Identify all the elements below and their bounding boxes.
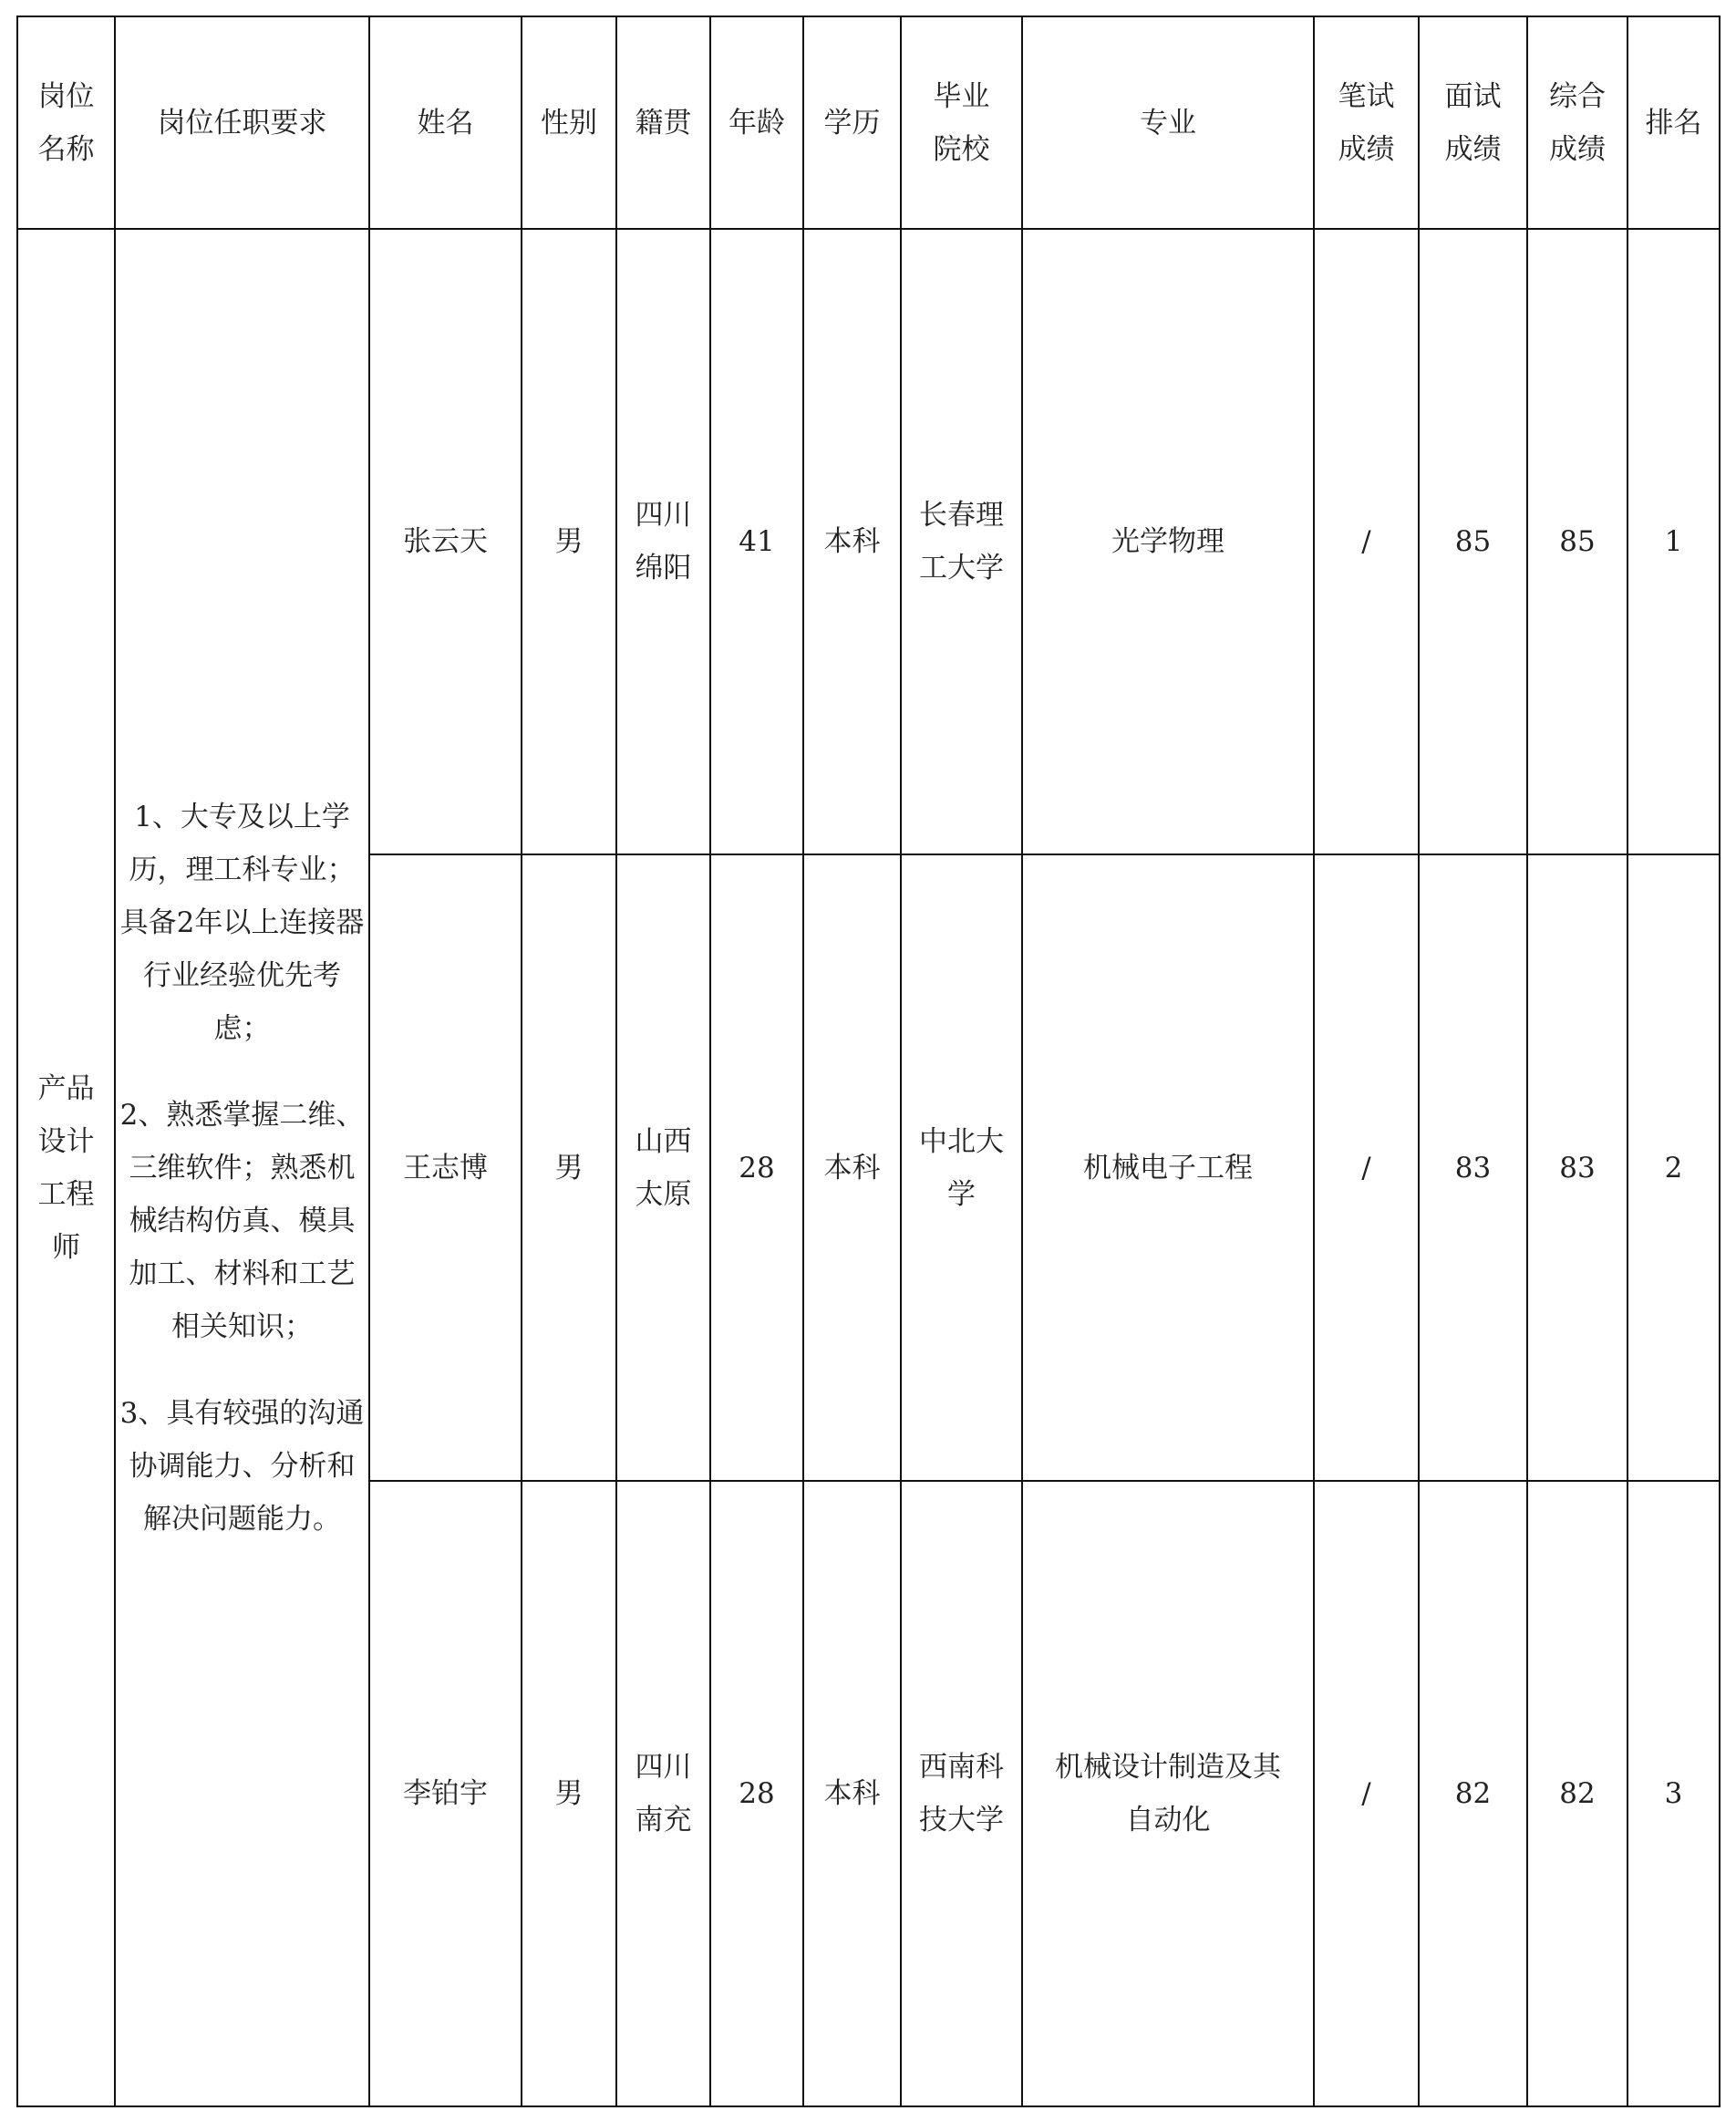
candidate-gender: 男 bbox=[522, 854, 616, 1481]
candidate-total-score: 82 bbox=[1527, 1481, 1628, 2106]
candidate-origin: 四川 南充 bbox=[616, 1481, 710, 2106]
candidate-gender: 男 bbox=[522, 1481, 616, 2106]
header-school: 毕业 院校 bbox=[901, 16, 1022, 229]
candidate-interview-score: 85 bbox=[1419, 229, 1527, 854]
recruitment-results-table bbox=[16, 16, 1720, 2107]
candidate-written-score: / bbox=[1314, 229, 1419, 854]
requirement-item: 1、大专及以上学历，理工科专业；具备2年以上连接器行业经验优先考虑； bbox=[119, 800, 365, 1045]
candidate-education: 本科 bbox=[803, 1481, 901, 2106]
candidate-education: 本科 bbox=[803, 854, 901, 1481]
requirements-cell bbox=[115, 229, 369, 2106]
header-rank: 排名 bbox=[1628, 16, 1720, 229]
header-interview-score: 面试 成绩 bbox=[1419, 16, 1527, 229]
candidate-age: 28 bbox=[710, 854, 803, 1481]
requirement-item: 3、具有较强的沟通协调能力、分析和解决问题能力。 bbox=[119, 1396, 365, 1536]
candidate-rank: 3 bbox=[1628, 1481, 1720, 2106]
position-name-cell: 产品 设计 工程 师 bbox=[17, 229, 115, 2106]
candidate-written-score: / bbox=[1314, 1481, 1419, 2106]
candidate-major: 机械设计制造及其 自动化 bbox=[1022, 1481, 1314, 2106]
candidate-education: 本科 bbox=[803, 229, 901, 854]
header-age: 年龄 bbox=[710, 16, 803, 229]
header-origin: 籍贯 bbox=[616, 16, 710, 229]
header-position: 岗位 名称 bbox=[17, 16, 115, 229]
candidate-age: 28 bbox=[710, 1481, 803, 2106]
candidate-name: 李铂宇 bbox=[369, 1481, 522, 2106]
candidate-total-score: 85 bbox=[1527, 229, 1628, 854]
candidate-age: 41 bbox=[710, 229, 803, 854]
candidate-rank: 1 bbox=[1628, 229, 1720, 854]
candidate-school: 西南科 技大学 bbox=[901, 1481, 1022, 2106]
requirement-item: 2、熟悉掌握二维、三维软件；熟悉机械结构仿真、模具加工、材料和工艺相关知识； bbox=[119, 1098, 365, 1343]
candidate-interview-score: 82 bbox=[1419, 1481, 1527, 2106]
header-education: 学历 bbox=[803, 16, 901, 229]
candidate-school: 长春理 工大学 bbox=[901, 229, 1022, 854]
candidate-school: 中北大 学 bbox=[901, 854, 1022, 1481]
header-major: 专业 bbox=[1022, 16, 1314, 229]
candidate-gender: 男 bbox=[522, 229, 616, 854]
header-total-score: 综合 成绩 bbox=[1527, 16, 1628, 229]
candidate-total-score: 83 bbox=[1527, 854, 1628, 1481]
candidate-major: 机械电子工程 bbox=[1022, 854, 1314, 1481]
candidate-name: 王志博 bbox=[369, 854, 522, 1481]
candidate-written-score: / bbox=[1314, 854, 1419, 1481]
header-row bbox=[17, 16, 1720, 229]
candidate-rank: 2 bbox=[1628, 854, 1720, 1481]
header-written-score: 笔试 成绩 bbox=[1314, 16, 1419, 229]
candidate-name: 张云天 bbox=[369, 229, 522, 854]
header-requirements: 岗位任职要求 bbox=[115, 16, 369, 229]
candidate-interview-score: 83 bbox=[1419, 854, 1527, 1481]
header-name: 姓名 bbox=[369, 16, 522, 229]
candidate-origin: 四川 绵阳 bbox=[616, 229, 710, 854]
header-gender: 性别 bbox=[522, 16, 616, 229]
table-row bbox=[17, 229, 1720, 854]
candidate-major: 光学物理 bbox=[1022, 229, 1314, 854]
candidate-origin: 山西 太原 bbox=[616, 854, 710, 1481]
